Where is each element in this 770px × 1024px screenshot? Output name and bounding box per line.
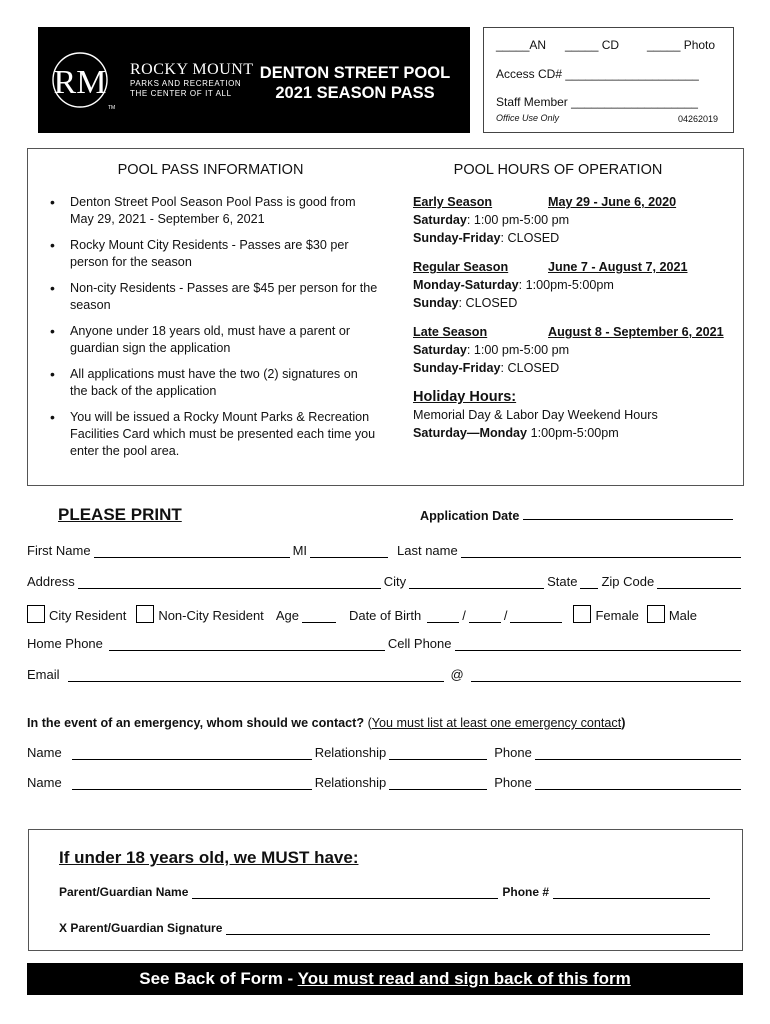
male-checkbox[interactable] — [647, 605, 665, 623]
home-phone-label: Home Phone — [27, 636, 103, 651]
header-banner — [38, 27, 470, 133]
city-input[interactable] — [409, 577, 544, 589]
early-l1-time: : 1:00 pm-5:00 pm — [466, 213, 570, 227]
guardian-signature-row — [59, 921, 714, 935]
early-l2-time: : CLOSED — [500, 231, 560, 245]
state-input[interactable] — [580, 577, 598, 589]
late-l2-day: Sunday-Friday — [413, 361, 501, 375]
rm-monogram-icon — [48, 49, 118, 113]
logo-monogram-text: RM — [53, 64, 107, 101]
regular-season — [413, 258, 733, 312]
emergency-phone-input[interactable] — [535, 748, 741, 760]
footer-emphasis: You must read and sign back of this form — [297, 969, 631, 988]
age-input[interactable] — [302, 611, 336, 623]
office-photo: _____ Photo — [647, 38, 716, 52]
logo-tm-text: TM — [108, 105, 116, 111]
city-resident-label: City Resident — [49, 608, 127, 623]
emergency-paren-close: ) — [621, 716, 626, 730]
phone-row — [27, 636, 744, 651]
guardian-title: If under 18 years old, we MUST have: — [59, 848, 359, 867]
pass-info-list — [48, 194, 378, 469]
female-checkbox[interactable] — [573, 605, 591, 623]
application-date-input[interactable] — [523, 508, 733, 520]
dob-label: Date of Birth — [348, 608, 422, 623]
address-row — [27, 574, 744, 589]
regular-season-name: Regular Season — [413, 260, 509, 274]
zip-input[interactable] — [657, 577, 741, 589]
title-line1: DENTON STREET POOL — [259, 64, 451, 82]
email-label: Email — [27, 667, 60, 682]
office-staff: Staff Member ___________________ — [496, 95, 698, 109]
name-row — [27, 543, 744, 558]
last-name-label: Last name — [397, 543, 458, 558]
guardian-name-label: Parent/Guardian Name — [59, 885, 189, 899]
regular-season-dates: June 7 - August 7, 2021 — [548, 260, 688, 274]
emergency-relationship-label: Relationship — [314, 775, 387, 790]
regular-l2-time: : CLOSED — [458, 296, 518, 310]
emergency-phone-input[interactable] — [535, 778, 741, 790]
city-label: City — [383, 574, 407, 589]
dob-sep1: / — [462, 608, 466, 623]
late-season-dates: August 8 - September 6, 2021 — [548, 325, 724, 339]
office-use-only: Office Use Only — [496, 113, 560, 123]
dob-day-input[interactable] — [469, 611, 501, 623]
cell-phone-input[interactable] — [455, 639, 742, 651]
home-phone-input[interactable] — [109, 639, 385, 651]
guardian-name-input[interactable] — [192, 888, 498, 899]
guardian-name-row — [59, 885, 714, 899]
emergency-contact-row — [27, 745, 744, 760]
emergency-note: You must list at least one emergency contact — [371, 716, 622, 730]
list-item: • Anyone under 18 years old, must have a parent or guardian sign the application — [48, 323, 378, 357]
non-city-resident-label: Non-City Resident — [158, 608, 264, 623]
hours-title: POOL HOURS OF OPERATION — [453, 162, 663, 178]
page-title — [250, 63, 460, 103]
holiday-line1: Memorial Day & Labor Day Weekend Hours — [413, 408, 658, 422]
dob-month-input[interactable] — [427, 611, 459, 623]
late-l1-time: : 1:00 pm-5:00 pm — [466, 343, 570, 357]
non-city-resident-checkbox[interactable] — [136, 605, 154, 623]
email-at: @ — [450, 667, 464, 682]
office-an: _____AN — [496, 38, 547, 52]
city-resident-checkbox[interactable] — [27, 605, 45, 623]
rocky-mount-logo — [48, 49, 268, 119]
emergency-relationship-input[interactable] — [389, 748, 487, 760]
guardian-phone-input[interactable] — [553, 888, 710, 899]
age-label: Age — [275, 608, 299, 623]
last-name-input[interactable] — [461, 546, 741, 558]
emergency-phone-label: Phone — [494, 745, 532, 760]
logo-sub1: PARKS AND RECREATION — [130, 79, 242, 89]
late-season — [413, 323, 733, 377]
address-input[interactable] — [78, 577, 381, 589]
emergency-relationship-label: Relationship — [314, 745, 387, 760]
office-code: 04262019 — [678, 114, 719, 124]
list-item: • Non-city Residents - Passes are $45 per person for the season — [48, 280, 378, 314]
holiday-time: 1:00pm-5:00pm — [527, 426, 619, 440]
late-season-name: Late Season — [413, 325, 488, 339]
emergency-contact-row — [27, 775, 744, 790]
mi-input[interactable] — [310, 546, 388, 558]
logo-sub2: THE CENTER OF IT ALL — [130, 88, 232, 98]
hours-section — [413, 193, 733, 453]
list-item: • Rocky Mount City Residents - Passes are $30 per person for the season — [48, 237, 378, 271]
emergency-phone-label: Phone — [494, 775, 532, 790]
holiday-hours — [413, 388, 733, 442]
holiday-day: Saturday—Monday — [413, 426, 528, 440]
application-date-label: Application Date — [420, 509, 520, 523]
list-item: • Denton Street Pool Season Pool Pass is good from May 29, 2021 - September 6, 2021 — [48, 194, 378, 228]
info-box — [27, 148, 744, 486]
male-label: Male — [668, 608, 698, 623]
emergency-name-input[interactable] — [72, 778, 312, 790]
application-date-field — [420, 508, 733, 523]
list-item: • All applications must have the two (2) signatures on the back of the application — [48, 366, 378, 400]
list-item: • You will be issued a Rocky Mount Parks & Recreation Facilities Card which must be presented each time you enter the pool area. — [48, 409, 378, 460]
female-label: Female — [595, 608, 639, 623]
office-use-box — [483, 27, 734, 133]
email-user-input[interactable] — [68, 670, 444, 682]
logo-name: ROCKY MOUNT — [130, 61, 254, 78]
footer-banner — [27, 963, 743, 995]
early-season — [413, 193, 733, 247]
office-access: Access CD# ____________________ — [496, 67, 699, 81]
title-line2: 2021 SEASON PASS — [275, 84, 435, 102]
regular-l1-day: Monday-Saturday — [413, 278, 519, 292]
first-name-label: First Name — [27, 543, 91, 558]
guardian-signature-label: X Parent/Guardian Signature — [59, 921, 223, 935]
emergency-relationship-input[interactable] — [389, 778, 487, 790]
email-domain-input[interactable] — [471, 670, 741, 682]
early-l2-day: Sunday-Friday — [413, 231, 501, 245]
address-label: Address — [27, 574, 75, 589]
guardian-box — [28, 829, 743, 951]
please-print-heading: PLEASE PRINT — [58, 505, 182, 524]
dob-sep2: / — [503, 608, 508, 623]
cell-phone-label: Cell Phone — [387, 636, 452, 651]
office-cd: _____ CD — [565, 38, 620, 52]
early-season-dates: May 29 - June 6, 2020 — [548, 195, 677, 209]
emergency-question-text: In the event of an emergency, whom should we contact? — [27, 716, 368, 730]
regular-l2-day: Sunday — [413, 296, 459, 310]
guardian-phone-label: Phone # — [502, 885, 550, 899]
mi-label: MI — [292, 543, 308, 558]
email-row — [27, 667, 744, 682]
emergency-name-input[interactable] — [72, 748, 312, 760]
late-l1-day: Saturday — [413, 343, 467, 357]
emergency-question — [27, 716, 625, 730]
regular-l1-time: : 1:00pm-5:00pm — [518, 278, 614, 292]
zip-label: Zip Code — [601, 574, 655, 589]
emergency-name-label: Name — [27, 745, 62, 760]
resident-row — [27, 605, 744, 623]
state-label: State — [547, 574, 578, 589]
emergency-paren-open: ( — [367, 716, 372, 730]
late-l2-time: : CLOSED — [500, 361, 560, 375]
first-name-input[interactable] — [94, 546, 290, 558]
footer-lead: See Back of Form - — [139, 969, 298, 988]
early-l1-day: Saturday — [413, 213, 467, 227]
early-season-name: Early Season — [413, 195, 493, 209]
pass-info-title: POOL PASS INFORMATION — [117, 162, 304, 178]
dob-year-input[interactable] — [510, 611, 562, 623]
guardian-signature-input[interactable] — [226, 924, 710, 935]
emergency-name-label: Name — [27, 775, 62, 790]
holiday-title: Holiday Hours: — [413, 389, 517, 405]
